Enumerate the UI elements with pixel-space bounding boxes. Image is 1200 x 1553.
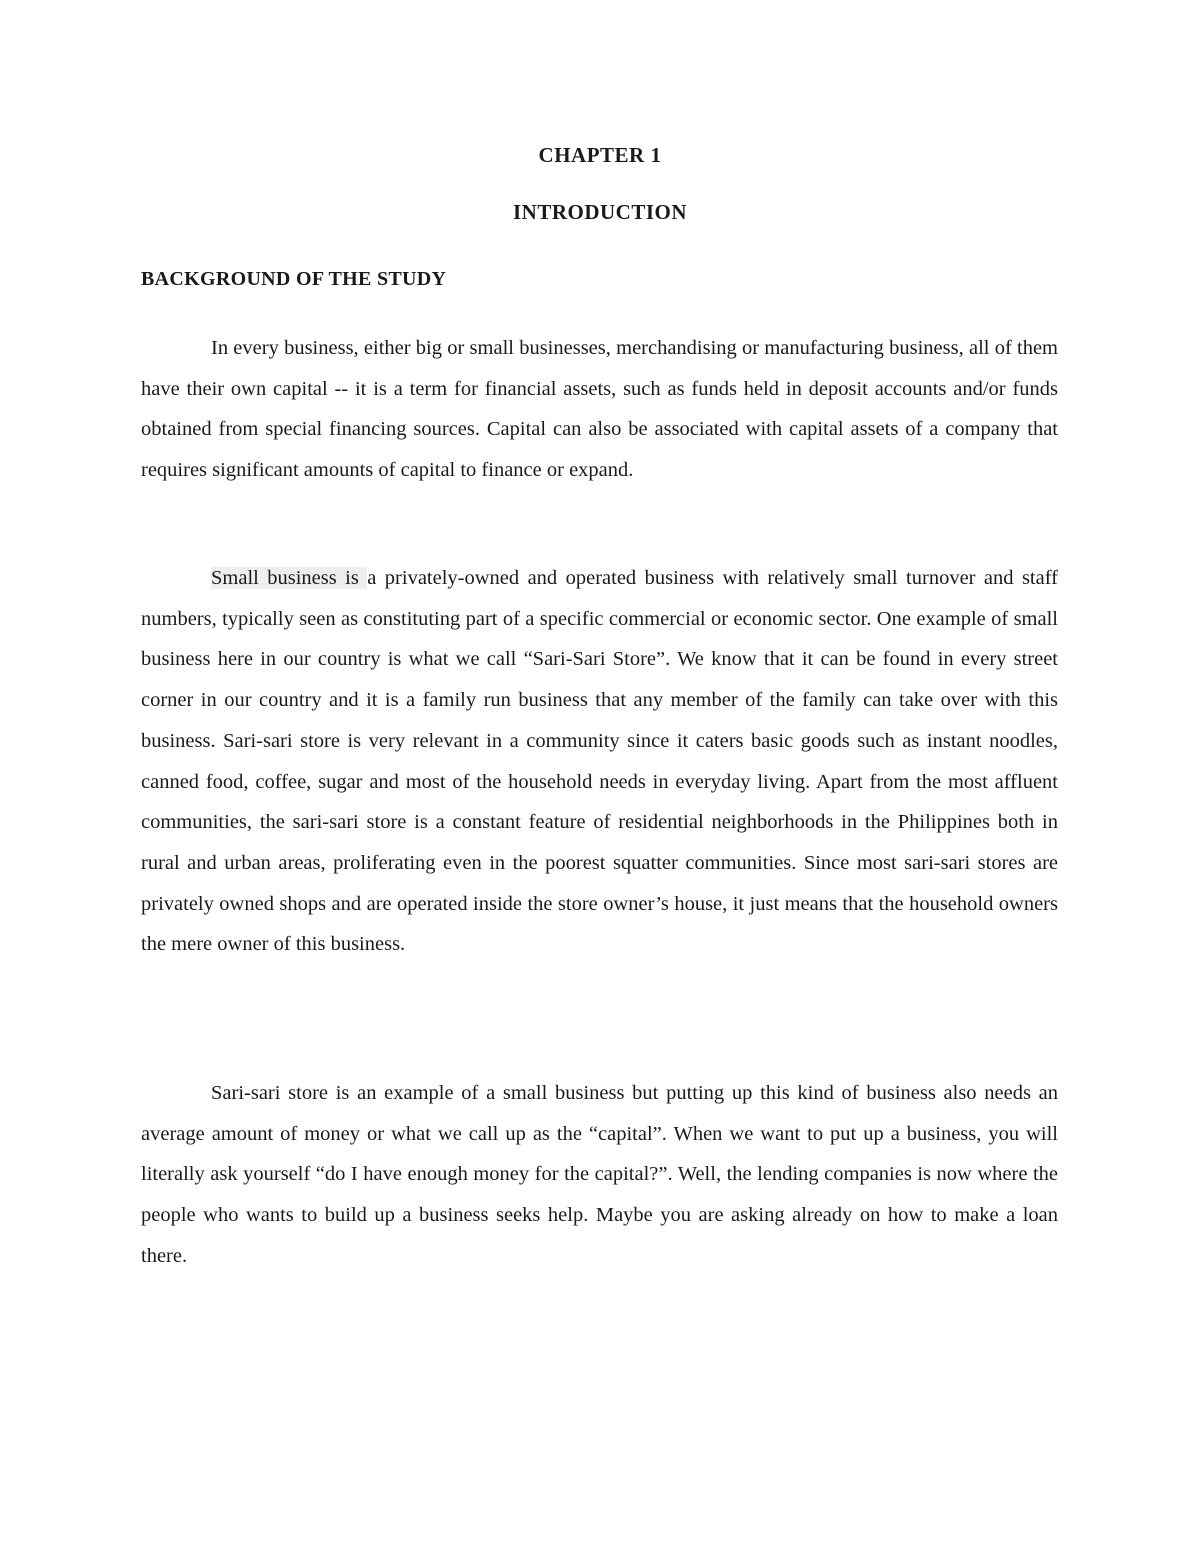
paragraph-1: In every business, either big or small businesses, merchandising or manufacturing business, all of them have their own capital -- it is a term for financial assets, such as funds held in deposit accounts and/or funds obtained from special financing sources. Capital can also be associated with capital assets of a company that requires significant amounts of capital to finance or expand. xyxy=(141,337,1058,482)
section-heading: BACKGROUND OF THE STUDY xyxy=(141,268,447,290)
paragraph-3: Sari-sari store is an example of a small business but putting up this kind of business also needs an average amount of money or what we call up as the “capital”. When we want to put up a business, you will literally ask yourself “do I have enough money for the capital?”. Well, the lending companies is now where the people who wants to build up a business seeks help. Maybe you are asking already on how to make a loan there. xyxy=(141,1082,1058,1267)
page-title: INTRODUCTION xyxy=(512,200,688,224)
highlighted-text: Small business is xyxy=(211,567,368,589)
chapter-label: CHAPTER 1 xyxy=(538,143,662,167)
paragraph-2 xyxy=(141,558,1058,965)
paragraph-2-text: a privately-owned and operated business with relatively small turnover and staff numbers, typically seen as constituting part of a specific commercial or economic sector. One example of small business here in our country is what we call “Sari-Sari Store”. We know that it can be found in every street corner in our country and it is a family run business that any member of the family can take over with this business. Sari-sari store is very relevant in a community since it caters basic goods such as instant noodles, canned food, coffee, sugar and most of the household needs in everyday living. Apart from the most affluent communities, the sari-sari store is a constant feature of residential neighborhoods in the Philippines both in rural and urban areas, proliferating even in the poorest squatter communities. Since most sari-sari stores are privately owned shops and are operated inside the store owner’s house, it just means that the household owners the mere owner of this business. xyxy=(141,567,1058,956)
